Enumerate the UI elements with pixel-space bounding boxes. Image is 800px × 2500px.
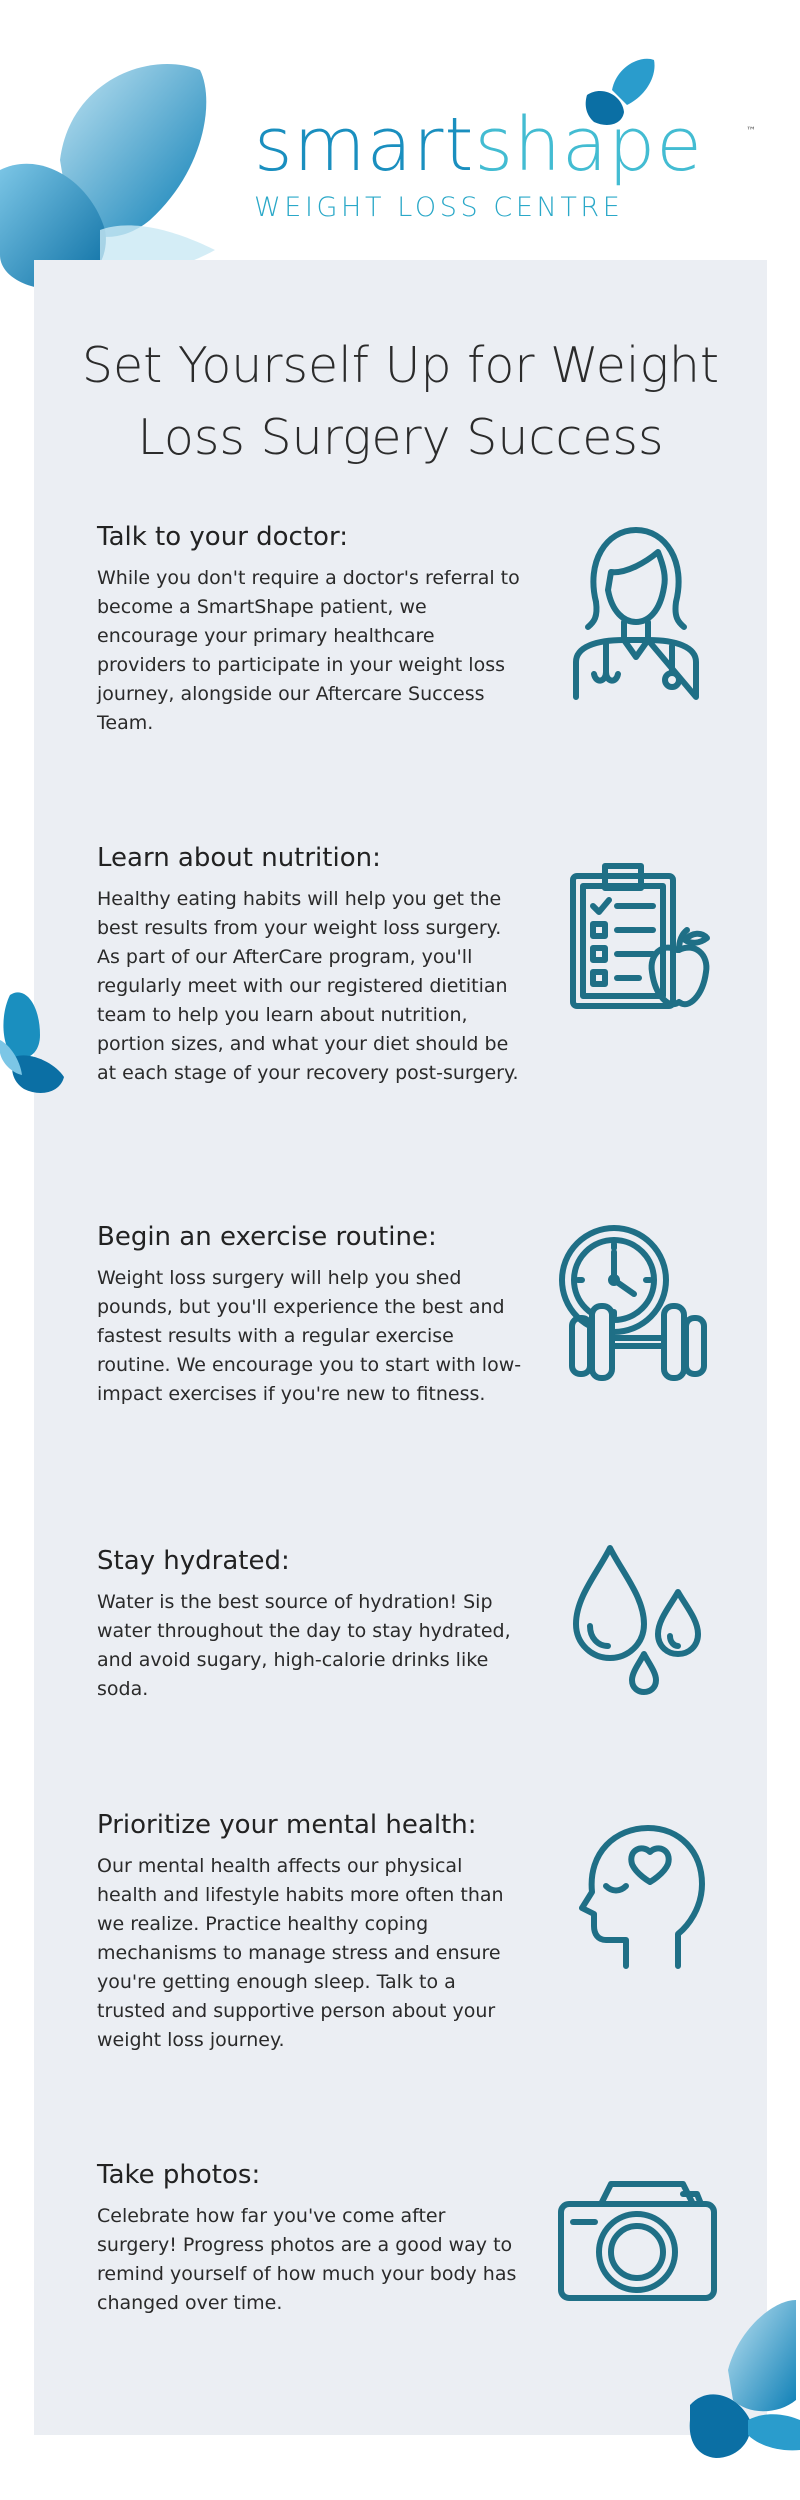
head-heart-icon [568, 1822, 708, 1972]
butterfly-side-icon [0, 985, 68, 1105]
section-body: Healthy eating habits will help you get the best results from your weight loss surgery. As part of our AfterCare program, you'll regularly meet with our registered dietitian team to help you learn about nutrition, portion sizes, and what your diet should be at each stage of your recovery post-surgery. [97, 888, 519, 1084]
section-heading: Stay hydrated: [97, 1546, 290, 1576]
section-take-photos [97, 2160, 527, 2318]
butterfly-bottom-icon [688, 2290, 800, 2465]
section-heading: Take photos: [97, 2160, 261, 2190]
clipboard-apple-icon [567, 860, 717, 1015]
section-heading: Learn about nutrition: [97, 843, 381, 873]
section-heading: Talk to your doctor: [97, 522, 348, 552]
section-learn-nutrition [97, 843, 527, 1088]
section-body: Weight loss surgery will help you shed pounds, but you'll experience the best and fastest results with a regular exercise routine. We encourage you to start with low-impact exercises if you're new to fitness. [97, 1267, 522, 1405]
doctor-icon [566, 522, 706, 707]
clock-dumbbell-icon [556, 1222, 718, 1382]
water-drops-icon [570, 1542, 706, 1697]
brand-subtitle: WEIGHT LOSS CENTRE [254, 192, 624, 223]
section-exercise-routine [97, 1222, 527, 1409]
section-body: Our mental health affects our physical health and lifestyle habits more often than we realize. Practice healthy coping mechanisms to manage stress and ensure you're getting enough sleep. Talk to a trusted and supportive person about your weight loss journey. [97, 1855, 504, 2051]
section-stay-hydrated [97, 1546, 527, 1704]
trademark-symbol: ™ [746, 126, 756, 137]
section-talk-to-doctor [97, 522, 527, 738]
brand-logo [254, 102, 756, 223]
section-body: Water is the best source of hydration! Sip water throughout the day to stay hydrated, and avoid sugary, high-calorie drinks like soda. [97, 1591, 511, 1700]
section-mental-health [97, 1810, 527, 2055]
section-body: Celebrate how far you've come after surgery! Progress photos are a good way to remind yourself of how much your body has changed over time. [97, 2205, 517, 2314]
header [0, 0, 800, 260]
camera-icon [555, 2178, 720, 2303]
section-heading: Begin an exercise routine: [97, 1222, 437, 1252]
section-body: While you don't require a doctor's referral to become a SmartShape patient, we encourage your primary healthcare providers to participate in your weight loss journey, alongside our Aftercare Success Team. [97, 567, 520, 734]
section-heading: Prioritize your mental health: [97, 1810, 477, 1840]
page-title: Set Yourself Up for Weight Loss Surgery Success [81, 337, 720, 466]
brand-name: smartshape [254, 102, 703, 188]
